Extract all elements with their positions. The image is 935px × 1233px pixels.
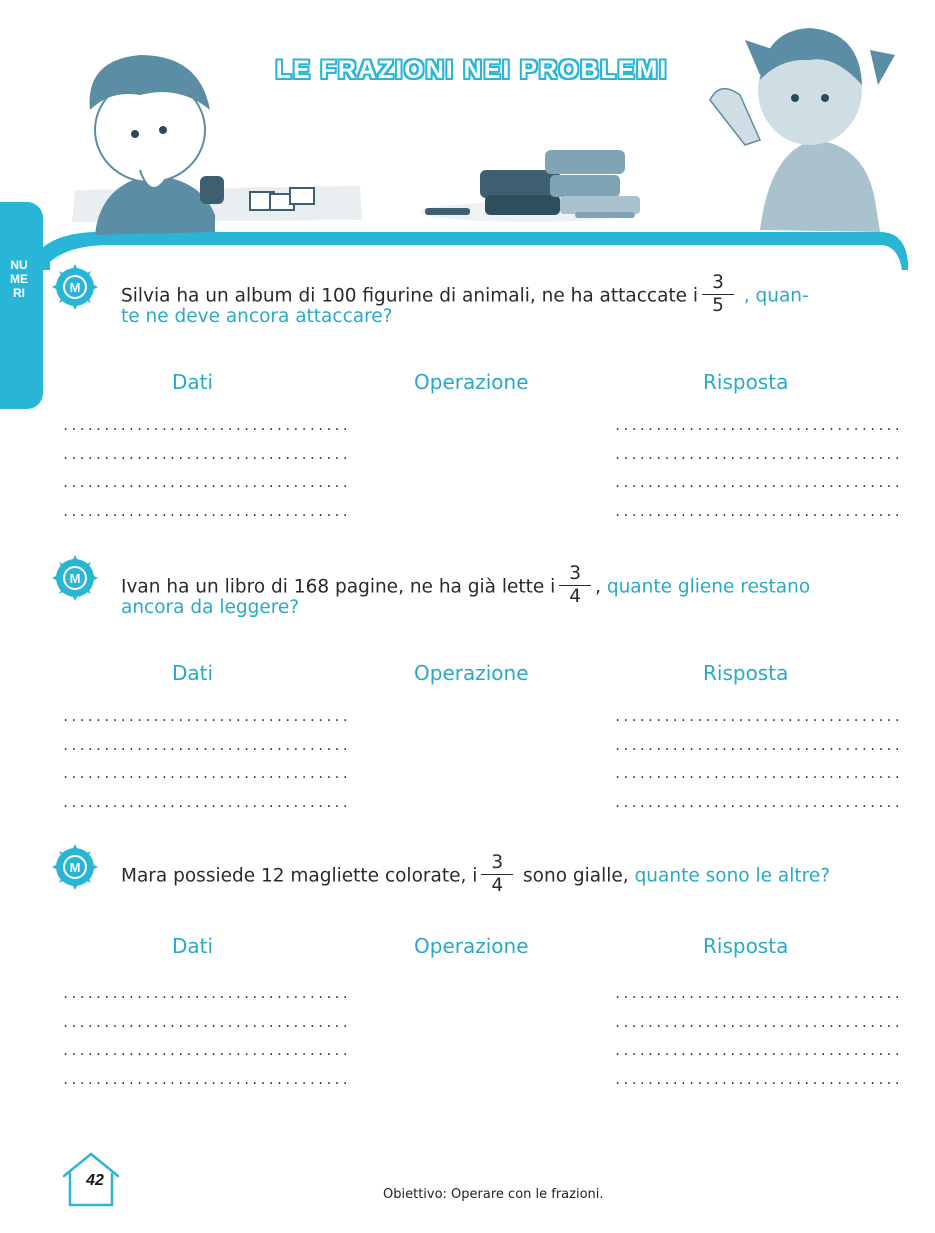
answer-lines-dati: ................................... ................................... ................................... ................................... (62, 710, 350, 810)
m-badge-icon (50, 262, 100, 312)
fraction: $\frac{3}{5}$ (702, 272, 734, 317)
page-number: 42 (86, 1172, 104, 1189)
svg-text:M: M (69, 860, 81, 875)
problem-text: Mara possiede 12 magliette colorate, i $\frac{3}{4}$ sono gialle, quante sono le altre? (121, 852, 831, 896)
objective-text: Obiettivo: Operare con le frazioni. (383, 1187, 604, 1202)
answer-lines-risposta: ................................... ................................... ................................... ................................... (614, 419, 902, 519)
fraction: $\frac{3}{4}$ (559, 563, 591, 608)
section-side-tab-label: NUMERI (10, 258, 28, 300)
page-title: LE FRAZIONI NEI PROBLEMI (275, 56, 669, 84)
header-dati: Dati (172, 661, 214, 685)
header-illustration (0, 0, 935, 270)
header-risposta: Risposta (703, 370, 789, 394)
header-dati: Dati (172, 370, 214, 394)
answer-lines-dati: ................................... ................................... ................................... ................................... (62, 987, 350, 1087)
header-risposta: Risposta (703, 934, 789, 958)
header-dati: Dati (172, 934, 214, 958)
problem-text: Silvia ha un album di 100 figurine di animali, ne ha attaccate i $\frac{3}{5}$ , quan- te ne deve ancora attaccare? (121, 272, 809, 327)
header-operazione: Operazione (414, 370, 529, 394)
fraction: $\frac{3}{4}$ (481, 852, 513, 897)
m-badge-icon (50, 842, 100, 892)
header-operazione: Operazione (414, 661, 529, 685)
svg-text:M: M (69, 280, 81, 295)
m-badge-icon (50, 553, 100, 603)
answer-lines-dati: ................................... ................................... ................................... ................................... (62, 419, 350, 519)
answer-lines-risposta: ................................... ................................... ................................... ................................... (614, 710, 902, 810)
girl-illustration (710, 28, 895, 232)
answer-lines-risposta: ................................... ................................... ................................... ................................... (614, 987, 902, 1087)
problem-text: Ivan ha un libro di 168 pagine, ne ha già lette i $\frac{3}{4}$ , quante gliene restano ancora da leggere? (121, 563, 811, 618)
header-risposta: Risposta (703, 661, 789, 685)
header-operazione: Operazione (414, 934, 529, 958)
svg-text:M: M (69, 571, 81, 586)
books-illustration (420, 150, 640, 222)
section-side-tab (0, 202, 43, 409)
